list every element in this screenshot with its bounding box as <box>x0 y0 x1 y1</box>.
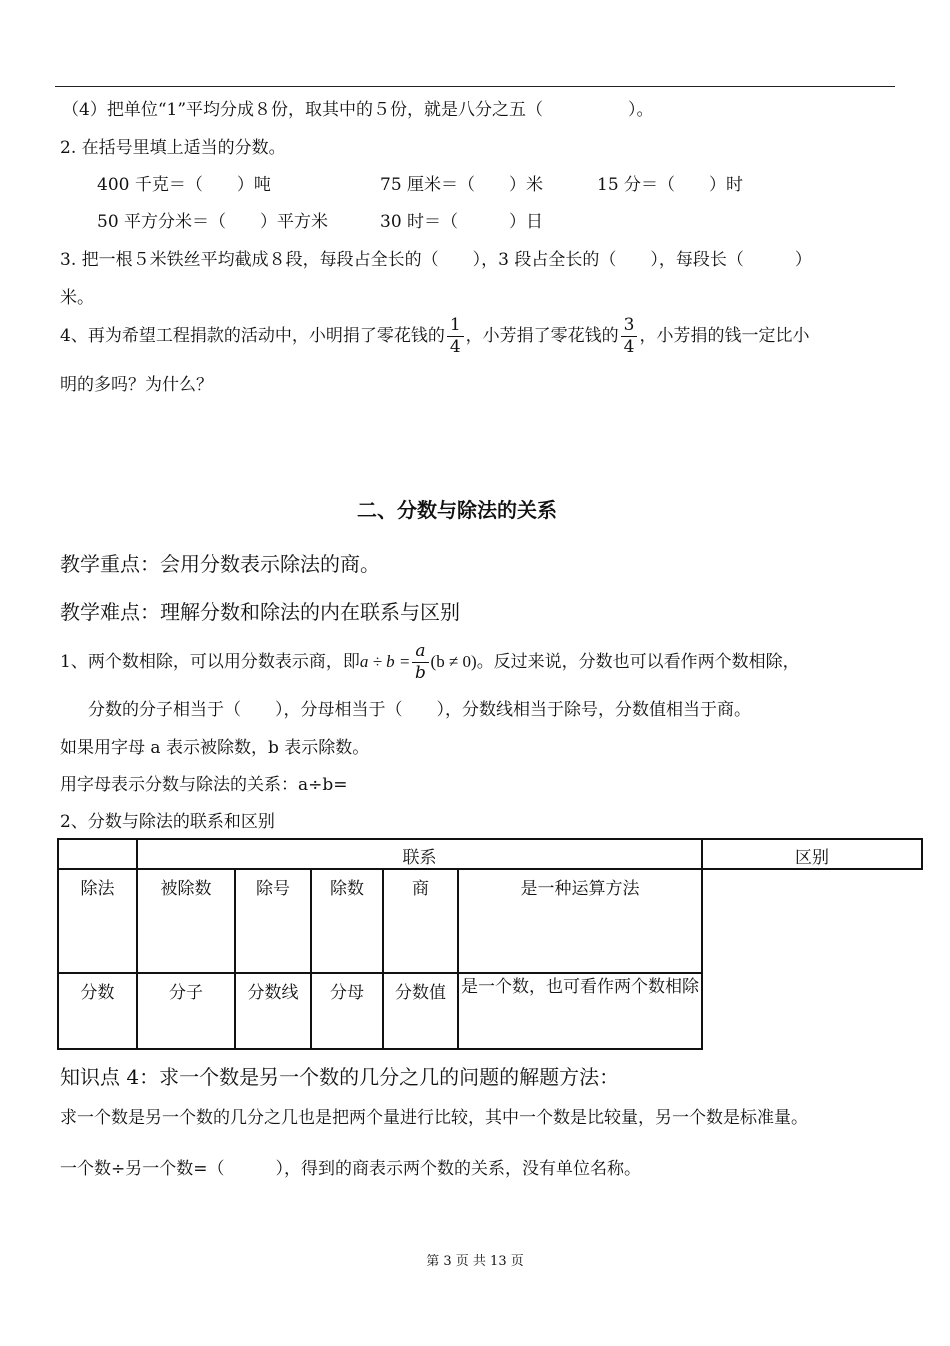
table-cell: 是一种运算方法 <box>458 869 702 973</box>
q2-blank-min: 15 分＝（ ）时 <box>597 175 744 195</box>
formula-numerator: a <box>412 643 428 663</box>
formula-denominator: b <box>415 663 426 683</box>
paragraph-1-line1 <box>60 638 800 686</box>
table-cell: 商 <box>383 869 458 973</box>
table-cell: 分母 <box>311 973 383 1049</box>
table-header-link: 联系 <box>137 839 702 869</box>
formula-condition: (b ≠ 0) <box>430 652 477 671</box>
top-rule <box>55 86 895 87</box>
paragraph-1-line2: 分数的分子相当于（ ），分母相当于（ ），分数线相当于除号，分数值相当于商。 <box>88 700 751 720</box>
fraction-denominator: 4 <box>449 337 461 357</box>
table-cell: 被除数 <box>137 869 235 973</box>
knowledge-point-4-line2: 一个数÷另一个数=（ ），得到的商表示两个数的关系，没有单位名称。 <box>60 1159 641 1179</box>
question-3-line1: 3. 把一根５米铁丝平均截成８段，每段占全长的（ ），3 段占全长的（ ），每段长（ ） <box>60 250 812 270</box>
table-row <box>58 973 922 1049</box>
paragraph-2: 如果用字母 a 表示被除数，b 表示除数。 <box>60 738 370 758</box>
knowledge-point-4-line1: 求一个数是另一个数的几分之几也是把两个量进行比较，其中一个数是比较量，另一个数是标准量。 <box>60 1108 808 1128</box>
table-header-difference: 区别 <box>702 839 922 869</box>
table-cell: 分数 <box>58 973 137 1049</box>
page-footer: 第 3 页 共 13 页 <box>426 1254 524 1269</box>
q4-text-middle: ，小芳捐了零花钱的 <box>465 326 619 346</box>
paragraph-4: 2、分数与除法的联系和区别 <box>60 812 275 832</box>
p1-text-after: 。反过来说，分数也可以看作两个数相除， <box>476 652 800 672</box>
table-cell: 分数线 <box>235 973 311 1049</box>
q2-blank-hour: 30 时＝（ ）日 <box>380 212 544 232</box>
teaching-key-point: 教学重点：会用分数表示除法的商。 <box>60 552 380 576</box>
q4-text-before: 4、再为希望工程捐款的活动中，小明捐了零花钱的 <box>60 326 445 346</box>
table-header-row <box>58 839 922 869</box>
formula-fraction <box>412 643 428 682</box>
table-cell: 是一个数，也可看作两个数相除 <box>458 973 702 1049</box>
question-4-line2: 明的多吗？为什么？ <box>60 375 213 395</box>
table-cell: 除法 <box>58 869 137 973</box>
fraction-denominator: 4 <box>623 337 635 357</box>
q2-blank-kg: 400 千克＝（ ）吨 <box>97 175 271 195</box>
question-2-title: 2. 在括号里填上适当的分数。 <box>60 138 286 158</box>
q2-blank-cm: 75 厘米＝（ ）米 <box>380 175 544 195</box>
table-header-blank <box>58 839 137 869</box>
p1-text-before: 1、两个数相除，可以用分数表示商，即 <box>60 652 360 672</box>
table-cell: 除号 <box>235 869 311 973</box>
relation-table <box>57 838 923 1050</box>
question-3-line2: 米。 <box>60 288 94 308</box>
formula-division: a ÷ b = <box>359 652 411 671</box>
table-cell: 分子 <box>137 973 235 1049</box>
paragraph-3: 用字母表示分数与除法的关系：a÷b= <box>60 775 348 795</box>
item-4-text: （4）把单位“1”平均分成８份，取其中的５份，就是八分之五（ ）。 <box>62 100 654 120</box>
fraction-one-quarter <box>447 317 464 356</box>
q4-text-after: ，小芳捐的钱一定比小 <box>639 326 810 346</box>
question-4-line1 <box>60 314 809 358</box>
section-title: 二、分数与除法的关系 <box>357 498 557 522</box>
table-cell: 分数值 <box>383 973 458 1049</box>
teaching-difficulty: 教学难点：理解分数和除法的内在联系与区别 <box>60 600 460 624</box>
fraction-numerator: 1 <box>447 317 464 337</box>
knowledge-point-4-title: 知识点 4：求一个数是另一个数的几分之几的问题的解题方法： <box>60 1065 620 1089</box>
fraction-three-quarters <box>621 317 638 356</box>
q2-blank-dm2: 50 平方分米＝（ ）平方米 <box>97 212 329 232</box>
fraction-numerator: 3 <box>621 317 638 337</box>
table-cell: 除数 <box>311 869 383 973</box>
table-row <box>58 869 922 973</box>
